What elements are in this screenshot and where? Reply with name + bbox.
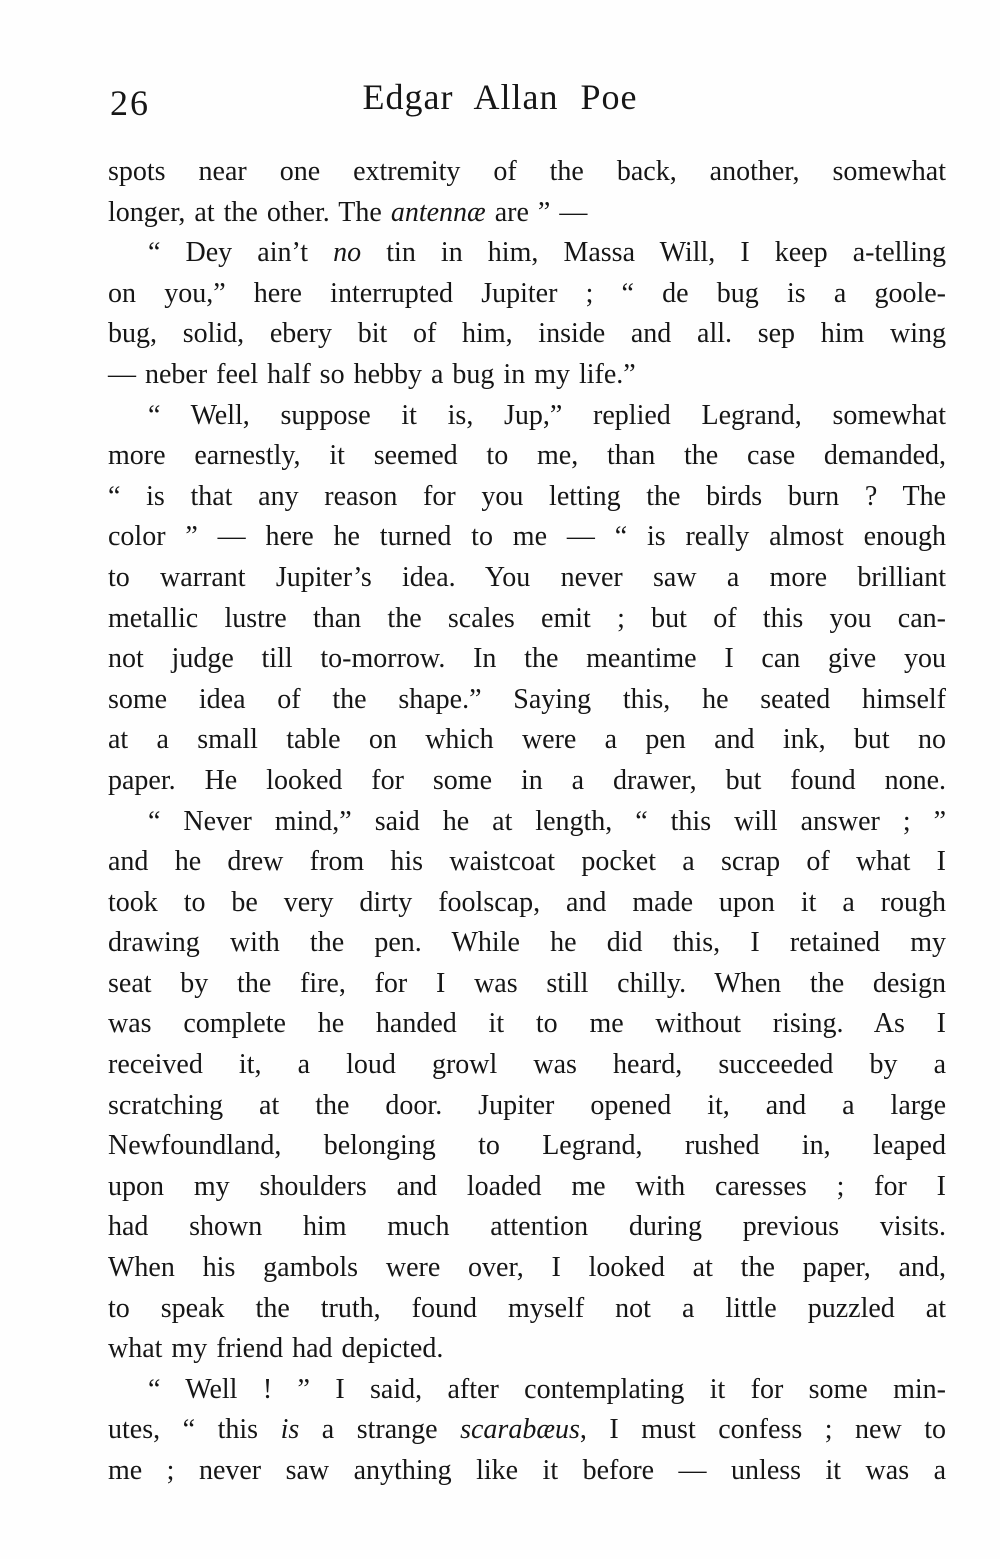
plain-text: utes, “ this [108, 1414, 281, 1446]
italic-text: antennæ [390, 196, 486, 228]
plain-text: to speak the truth, found myself not a little puzzled at [108, 1292, 946, 1324]
text-line [108, 355, 946, 396]
page-number: 26 [110, 83, 150, 123]
plain-text: drawing with the pen. While he did this, I retained my [108, 927, 946, 959]
text-line [108, 274, 946, 315]
plain-text: When his gambols were over, I looked at the paper, and, [108, 1252, 946, 1284]
text-line [108, 1410, 946, 1451]
plain-text: took to be very dirty foolscap, and made upon it a rough [108, 886, 946, 918]
text-line [108, 1248, 946, 1289]
text-line [108, 1289, 946, 1330]
text-line [108, 1167, 946, 1208]
plain-text: a strange [299, 1414, 461, 1446]
text-line [108, 639, 946, 680]
italic-text: is [280, 1414, 300, 1446]
plain-text: color ” — here he turned to me — “ is really almost enough [108, 521, 946, 553]
text-line [108, 1451, 946, 1492]
text-line [108, 964, 946, 1005]
plain-text: are ” — [485, 196, 588, 228]
text-line [108, 1086, 946, 1127]
text-line [108, 802, 946, 843]
plain-text: and he drew from his waistcoat pocket a scrap of what I [108, 846, 946, 878]
plain-text: longer, at the other. The [108, 196, 391, 228]
plain-text: upon my shoulders and loaded me with caresses ; for I [108, 1170, 946, 1202]
italic-text: scarabæus [460, 1414, 580, 1446]
plain-text: seat by the fire, for I was still chilly. When the design [108, 967, 946, 999]
plain-text: , I must confess ; new to [579, 1414, 946, 1446]
plain-text: not judge till to-morrow. In the meantime I can give you [108, 643, 946, 675]
text-line [108, 558, 946, 599]
text-line [108, 761, 946, 802]
text-line [108, 842, 946, 883]
plain-text: me ; never saw anything like it before — unless it was a [108, 1455, 946, 1486]
text-line [108, 1329, 946, 1370]
text-line [108, 477, 946, 518]
text-line [108, 193, 946, 234]
text-line [108, 1207, 946, 1248]
plain-text: more earnestly, it seemed to me, than the case demanded, [108, 440, 946, 472]
text-line [108, 1045, 946, 1086]
text-line [108, 152, 946, 193]
text-line [108, 396, 946, 437]
text-line [108, 883, 946, 924]
plain-text: “ Never mind,” said he at length, “ this will answer ; ” [148, 805, 946, 837]
plain-text: to warrant Jupiter’s idea. You never saw a more brilliant [108, 561, 946, 593]
running-head [0, 76, 1000, 126]
plain-text: tin in him, Massa Will, I keep a-telling [361, 237, 946, 269]
running-title: Edgar Allan Poe [362, 77, 638, 117]
plain-text: some idea of the shape.” Saying this, he seated himself [108, 683, 946, 715]
text-line [108, 436, 946, 477]
text-line [108, 233, 946, 274]
plain-text: paper. He looked for some in a drawer, but found none. [108, 764, 946, 796]
plain-text: “ Dey ain’t [148, 237, 334, 269]
text-line [108, 680, 946, 721]
plain-text: received it, a loud growl was heard, succeeded by a [108, 1049, 946, 1081]
plain-text: had shown him much attention during previous visits. [108, 1211, 946, 1243]
plain-text: what my friend had depicted. [108, 1333, 444, 1365]
plain-text: “ is that any reason for you letting the birds burn ? The [108, 480, 946, 512]
text-line [108, 1004, 946, 1045]
plain-text: was complete he handed it to me without rising. As I [108, 1008, 946, 1040]
text-line [108, 314, 946, 355]
text-block [108, 152, 946, 1492]
plain-text: “ Well, suppose it is, Jup,” replied Legrand, somewhat [148, 399, 946, 431]
plain-text: scratching at the door. Jupiter opened it, and a large [108, 1089, 946, 1121]
text-line [108, 599, 946, 640]
text-line [108, 1126, 946, 1167]
text-line [108, 1370, 946, 1411]
plain-text: — neber feel half so hebby a bug in my life.” [108, 358, 636, 390]
plain-text: spots near one extremity of the back, another, somewhat [108, 156, 946, 187]
plain-text: metallic lustre than the scales emit ; but of this you can- [108, 602, 946, 634]
plain-text: on you,” here interrupted Jupiter ; “ de bug is a goole- [108, 277, 946, 309]
plain-text: bug, solid, ebery bit of him, inside and all. sep him wing [108, 318, 946, 350]
plain-text: at a small table on which were a pen and ink, but no [108, 724, 946, 756]
italic-text: no [333, 237, 362, 269]
plain-text: “ Well ! ” I said, after contemplating it for some min- [148, 1373, 946, 1405]
text-line [108, 720, 946, 761]
text-line [108, 923, 946, 964]
text-line [108, 517, 946, 558]
plain-text: Newfoundland, belonging to Legrand, rushed in, leaped [108, 1130, 946, 1162]
